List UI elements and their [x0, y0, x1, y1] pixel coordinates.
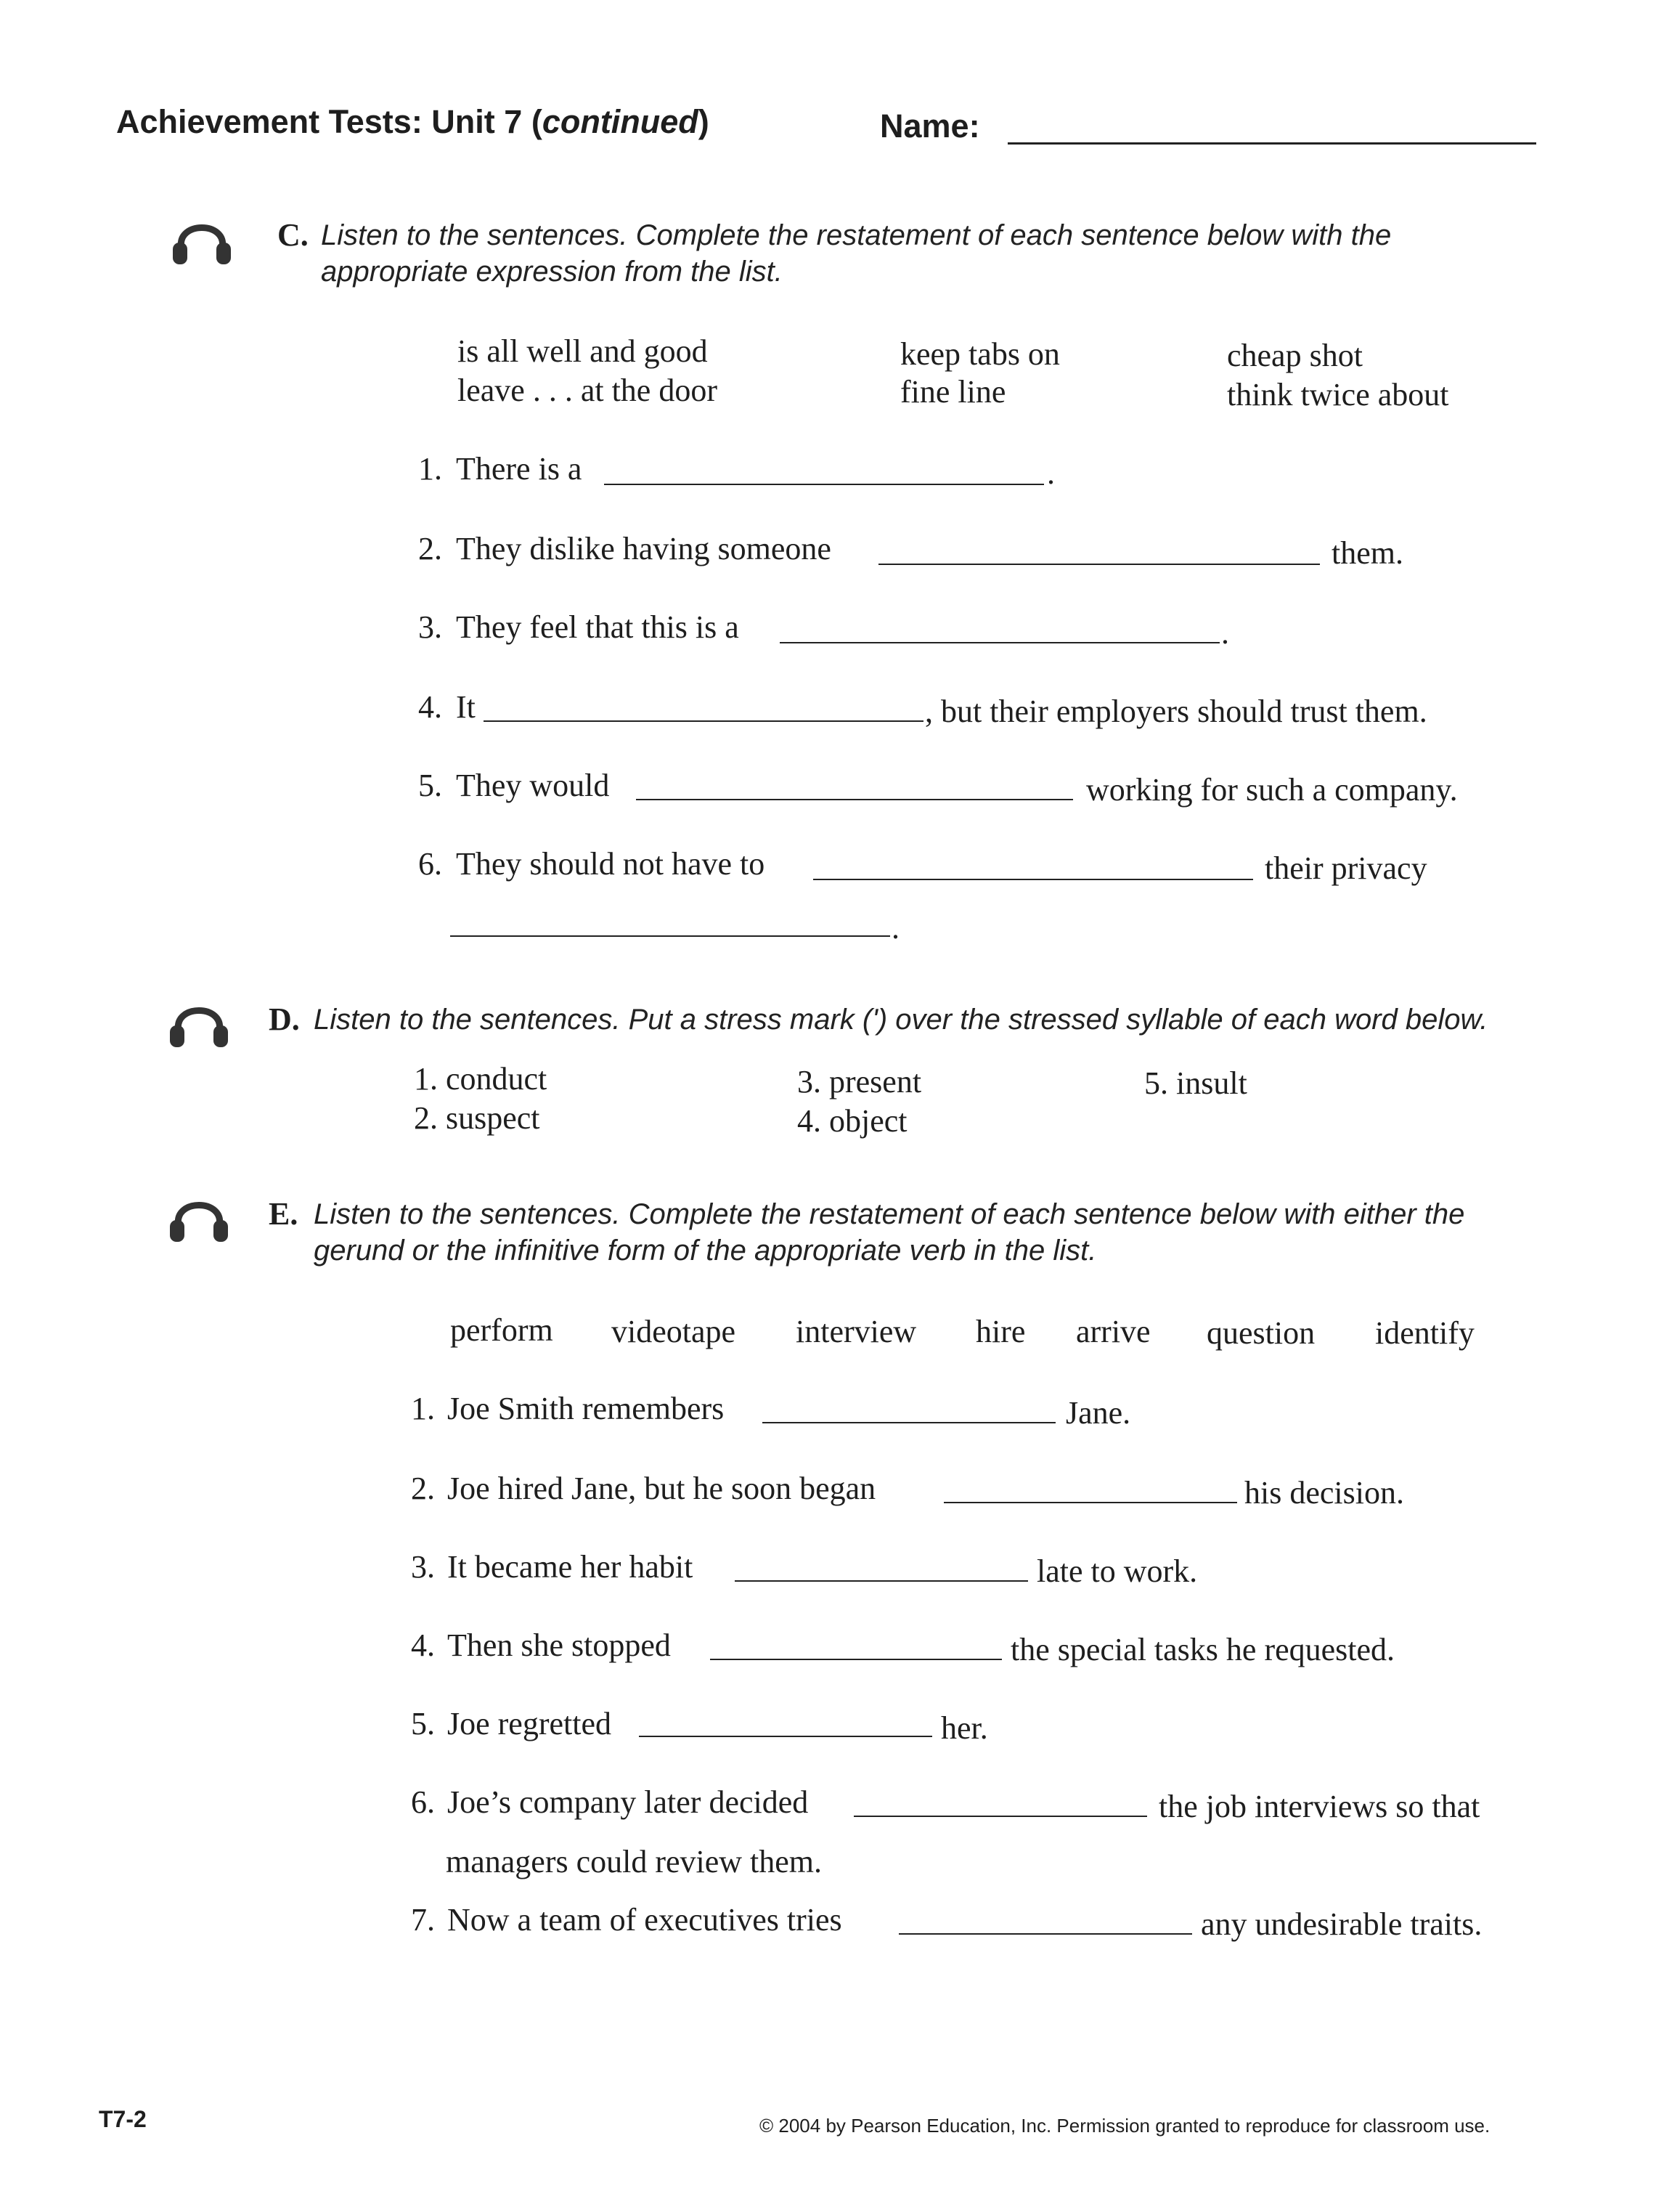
answer-blank[interactable]: [780, 642, 1220, 643]
headphones-icon: [166, 989, 232, 1050]
stress-word[interactable]: 5. insult: [1144, 1065, 1247, 1101]
stress-word[interactable]: 4. object: [797, 1103, 908, 1139]
answer-blank[interactable]: [944, 1502, 1237, 1503]
answer-blank[interactable]: [604, 484, 1044, 485]
list-item-text: any undesirable traits.: [1201, 1906, 1483, 1942]
title-paren: ): [698, 103, 709, 140]
list-item-number: 6.: [411, 1784, 435, 1820]
verb-bank-item: hire: [976, 1314, 1026, 1349]
list-item-text: her.: [941, 1710, 988, 1746]
list-item-text: They would: [456, 768, 610, 803]
name-label: Name:: [880, 107, 980, 145]
list-item-text: the special tasks he requested.: [1011, 1632, 1395, 1667]
verb-bank-item: perform: [450, 1312, 553, 1348]
list-item-number: 3.: [411, 1549, 435, 1585]
section-e-instruction: Listen to the sentences. Complete the restatement of each sentence below with either the: [314, 1198, 1465, 1230]
name-field[interactable]: [1008, 142, 1536, 145]
list-item-text: late to work.: [1037, 1553, 1198, 1589]
answer-blank[interactable]: [813, 879, 1253, 880]
list-item-text: their privacy: [1265, 850, 1427, 886]
headphones-icon: [166, 1184, 232, 1245]
list-item-text: them.: [1332, 535, 1403, 571]
answer-blank[interactable]: [450, 935, 890, 937]
section-c-instruction-cont: appropriate expression from the list.: [321, 256, 783, 288]
list-item-text: , but their employers should trust them.: [925, 694, 1427, 729]
page-code: T7-2: [99, 2106, 147, 2132]
section-e-instruction-cont: gerund or the infinitive form of the appropriate verb in the list.: [314, 1235, 1097, 1267]
word-bank-item: fine line: [900, 374, 1006, 410]
list-item-number: 6.: [418, 846, 442, 882]
answer-blank[interactable]: [735, 1580, 1028, 1582]
title-continued: continued: [542, 103, 698, 140]
list-item-text: They feel that this is a: [456, 609, 739, 645]
list-item-text: managers could review them.: [446, 1844, 823, 1879]
list-item-text: It: [456, 689, 476, 725]
list-item-text: .: [892, 910, 900, 946]
section-d-letter: D.: [269, 1001, 300, 1037]
answer-blank[interactable]: [710, 1659, 1002, 1660]
verb-bank-item: identify: [1375, 1315, 1475, 1351]
answer-blank[interactable]: [854, 1816, 1147, 1817]
answer-blank[interactable]: [484, 720, 923, 722]
headphones-icon: [168, 206, 235, 267]
list-item-text: .: [1047, 455, 1055, 491]
answer-blank[interactable]: [899, 1933, 1192, 1935]
answer-blank[interactable]: [636, 799, 1073, 800]
list-item-text: It became her habit: [447, 1549, 693, 1585]
list-item-text: Joe Smith remembers: [447, 1391, 725, 1426]
copyright-notice: © 2004 by Pearson Education, Inc. Permission granted to reproduce for classroom use.: [759, 2115, 1491, 2137]
list-item-number: 5.: [411, 1706, 435, 1741]
list-item-text: They should not have to: [456, 846, 765, 882]
list-item-text: There is a: [456, 451, 582, 487]
list-item-number: 7.: [411, 1902, 435, 1938]
verb-bank-item: videotape: [611, 1314, 736, 1349]
list-item-text: They dislike having someone: [456, 531, 831, 566]
verb-bank-item: interview: [796, 1314, 917, 1349]
list-item-text: Now a team of executives tries: [447, 1902, 842, 1938]
section-c-instruction: Listen to the sentences. Complete the restatement of each sentence below with the: [321, 219, 1392, 251]
list-item-text: Joe regretted: [447, 1706, 611, 1741]
list-item-number: 1.: [418, 451, 442, 487]
list-item-text: Joe’s company later decided: [447, 1784, 809, 1820]
list-item-text: Then she stopped: [447, 1627, 671, 1663]
list-item-number: 1.: [411, 1391, 435, 1426]
list-item-text: .: [1221, 615, 1229, 651]
list-item-number: 3.: [418, 609, 442, 645]
answer-blank[interactable]: [762, 1422, 1056, 1423]
list-item-number: 4.: [418, 689, 442, 725]
answer-blank[interactable]: [639, 1736, 932, 1737]
stress-word[interactable]: 2. suspect: [414, 1100, 540, 1136]
section-e-letter: E.: [269, 1196, 298, 1232]
list-item-text: Joe hired Jane, but he soon began: [447, 1471, 876, 1506]
verb-bank-item: question: [1207, 1315, 1316, 1351]
word-bank-item: think twice about: [1227, 377, 1449, 412]
stress-word[interactable]: 1. conduct: [414, 1061, 547, 1097]
title-text: Achievement Tests: Unit 7 (: [116, 103, 542, 140]
list-item-text: the job interviews so that: [1159, 1789, 1480, 1824]
list-item-text: his decision.: [1244, 1475, 1404, 1511]
list-item-number: 5.: [418, 768, 442, 803]
list-item-number: 2.: [418, 531, 442, 566]
word-bank-item: is all well and good: [457, 333, 708, 369]
word-bank-item: keep tabs on: [900, 336, 1060, 372]
answer-blank[interactable]: [878, 564, 1320, 565]
page-title: [116, 103, 709, 141]
section-c-letter: C.: [277, 217, 309, 253]
list-item-text: working for such a company.: [1086, 772, 1458, 808]
word-bank-item: cheap shot: [1227, 338, 1363, 373]
verb-bank-item: arrive: [1076, 1314, 1151, 1349]
list-item-number: 2.: [411, 1471, 435, 1506]
stress-word[interactable]: 3. present: [797, 1064, 922, 1100]
list-item-number: 4.: [411, 1627, 435, 1663]
section-d-instruction: Listen to the sentences. Put a stress mark (') over the stressed syllable of each word below.: [314, 1004, 1488, 1036]
list-item-text: Jane.: [1066, 1395, 1131, 1431]
word-bank-item: leave . . . at the door: [457, 373, 717, 408]
